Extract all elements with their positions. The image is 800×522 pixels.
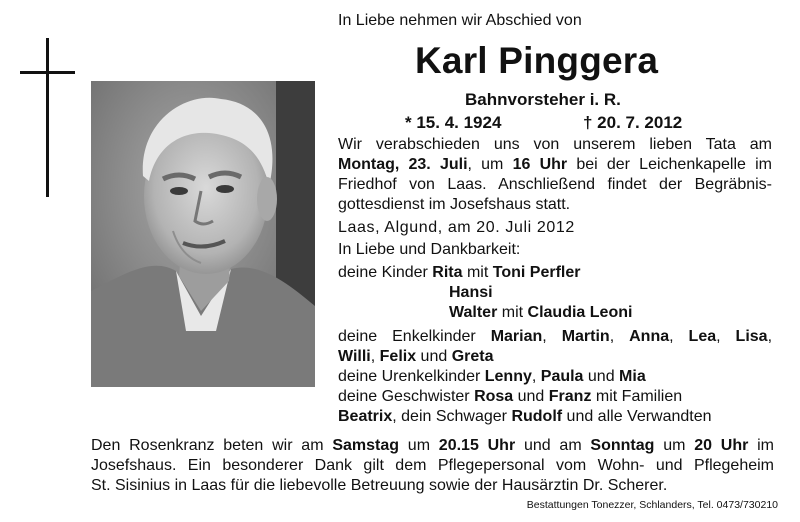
text-span: im (748, 437, 775, 454)
text-span: und (416, 348, 452, 365)
portrait-photo (91, 81, 315, 387)
text-span: bei der Leichenkapelle im (567, 156, 773, 173)
rosary-day: Sonntag (590, 437, 655, 454)
text-span: deine Enkelkinder (338, 328, 491, 345)
grandchildren-line (338, 327, 772, 347)
paragraph-line: Friedhof von Laas. Anschließend findet der Begräbnis- (338, 176, 772, 193)
partner-name: Claudia Leoni (527, 304, 633, 321)
paragraph-line: gottesdienst im Josefshaus statt. (338, 196, 571, 213)
deceased-name: Karl Pinggera (415, 40, 659, 81)
text-span: mit Familien (591, 388, 683, 405)
text-span: , (531, 368, 541, 385)
grandchild-name: Felix (379, 348, 417, 365)
children-line (338, 263, 580, 283)
service-time: 16 Uhr (512, 156, 568, 173)
service-date: Montag, 23. Juli (338, 156, 468, 173)
grandchildren-line (338, 347, 772, 367)
grandchild-name: Willi (338, 348, 371, 365)
text-span: und (583, 368, 620, 385)
relative-name: Rudolf (511, 408, 563, 425)
siblings-line (338, 387, 772, 407)
text-span: und am (515, 437, 591, 454)
relative-name: Beatrix (338, 408, 393, 425)
sibling-name: Franz (548, 388, 592, 405)
text-span: , (716, 328, 736, 345)
rosary-time: 20.15 Uhr (438, 437, 516, 454)
paragraph-line (338, 155, 772, 175)
children-line (449, 303, 632, 323)
grandchildren-block (338, 327, 772, 427)
great-grandchild-name: Mia (619, 368, 646, 385)
undertaker-credit: Bestattungen Tonezzer, Schlanders, Tel. 0473/730210 (526, 499, 778, 511)
text-span: , (669, 328, 689, 345)
grandchild-name: Martin (561, 328, 610, 345)
paragraph-line: Josefshaus. Ein besonderer Dank gilt dem Pflegepersonal vom Wohn- und Pflegeheim (91, 457, 774, 474)
place-date: Laas, Algund, am 20. Juli 2012 (338, 219, 575, 236)
great-grandchild-name: Lenny (484, 368, 532, 385)
text-span: , (542, 328, 562, 345)
grandchild-name: Greta (451, 348, 494, 365)
text-span: , um (467, 156, 513, 173)
text-span: um (654, 437, 695, 454)
grandchild-name: Marian (490, 328, 543, 345)
paragraph-line: Wir verabschieden uns von unserem lieben Tata am (338, 136, 772, 153)
great-grandchildren-line (338, 367, 772, 387)
paragraph-line (91, 436, 774, 456)
cross-horizontal (20, 71, 75, 74)
rosary-day: Samstag (332, 437, 400, 454)
child-name: Rita (432, 264, 463, 281)
text-span: deine Urenkelkinder (338, 368, 485, 385)
text-span: Den Rosenkranz beten wir am (91, 437, 333, 454)
grandchild-name: Lea (688, 328, 717, 345)
text-span: deine Geschwister (338, 388, 475, 405)
deceased-title: Bahnvorsteher i. R. (465, 90, 621, 109)
rosary-paragraph (91, 436, 774, 496)
text-span: , (609, 328, 630, 345)
main-text (338, 135, 772, 215)
rosary-time: 20 Uhr (694, 437, 749, 454)
text-span: um (399, 437, 439, 454)
child-name: Walter (449, 304, 498, 321)
grandchild-name: Lisa (735, 328, 768, 345)
birth-date: * 15. 4. 1924 (405, 113, 502, 132)
death-date: † 20. 7. 2012 (583, 113, 683, 132)
child-name: Hansi (449, 284, 493, 301)
partner-name: Toni Perfler (492, 264, 581, 281)
text-span: und alle Verwandten (562, 408, 712, 425)
text-span: mit (497, 304, 528, 321)
text-span: , dein Schwager (392, 408, 512, 425)
siblings-line (338, 407, 772, 427)
paragraph-line: St. Sisinius in Laas für die liebevolle Betreuung sowie der Hausärztin Dr. Scherer. (91, 477, 668, 494)
sibling-name: Rosa (474, 388, 514, 405)
grandchild-name: Anna (629, 328, 670, 345)
text-span: , (370, 348, 380, 365)
text-span: mit (462, 264, 493, 281)
portrait-image (91, 81, 315, 387)
text-span: , (767, 328, 773, 345)
cross-vertical (46, 38, 49, 197)
text-span: und (513, 388, 549, 405)
text-span: deine Kinder (338, 264, 433, 281)
great-grandchild-name: Paula (540, 368, 584, 385)
gratitude-line: In Liebe und Dankbarkeit: (338, 241, 521, 258)
intro-line: In Liebe nehmen wir Abschied von (338, 12, 582, 29)
